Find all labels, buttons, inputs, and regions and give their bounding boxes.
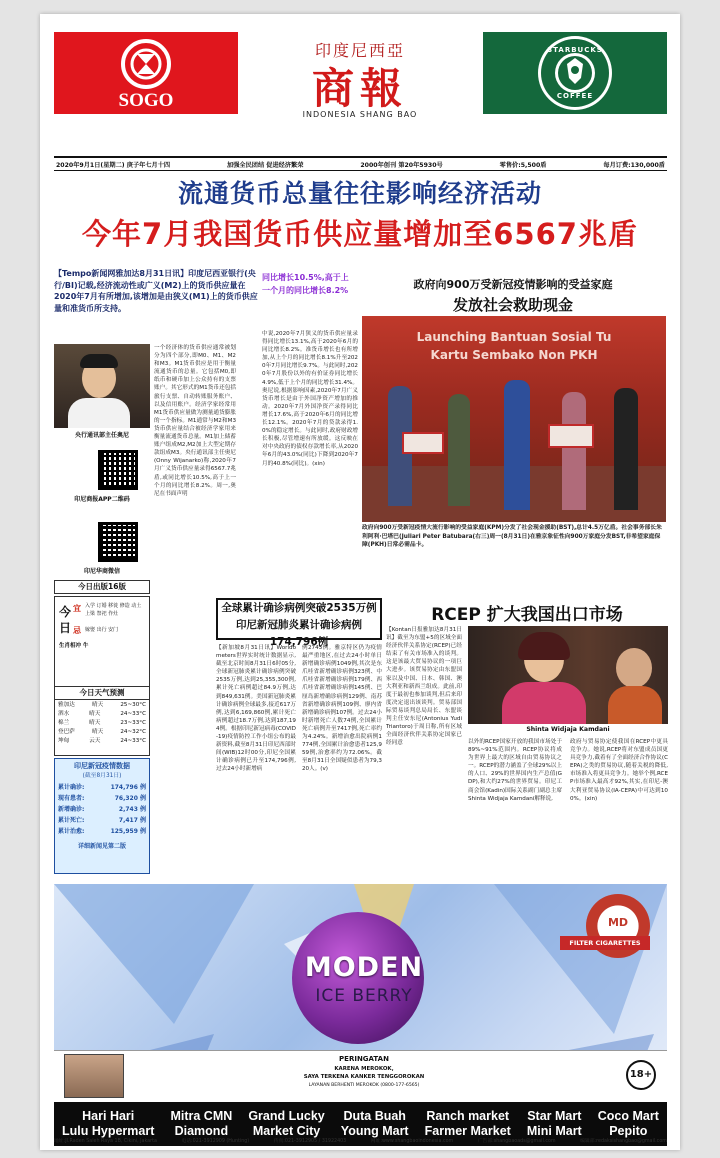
almanac-day-char2: 日 xyxy=(59,621,72,635)
covid-stat-row xyxy=(58,793,146,804)
dateline-bar xyxy=(54,156,667,171)
covid-story-col1: 【新加坡8月31日讯】Worldometers世界实时统计数据显示,截至北京时间8月31日6时05分,全球新冠肺炎累计确诊病例突破2535万例,达到25,355,300例,累计死亡病例超过84.9万例,达到849,631例。美国新冠肺炎累计确诊病例全球最多,接近617万例,达到6,169,860例,累计死亡病例超过18.7万例,达到187,194例。根据印尼新冠病毒(COVID-19)疫情防控工作小组公布的最新资料,截至8月31日印尼西部时间(WIB)12时00分,印尼全国累计确诊病例已升至174,796例,过去24小时新增病 xyxy=(216,645,296,773)
covid-stats-box xyxy=(54,758,150,874)
warning-line3: LAYANAN BERHENTI MEROKOK (0800-177-6565) xyxy=(308,1083,420,1088)
store-name-line: Coco Mart xyxy=(597,1109,659,1123)
masthead-small: 印度尼西亞 xyxy=(314,41,405,60)
store-name-line: Mini Mart xyxy=(526,1124,582,1138)
almanac-zodiac: 生肖相冲 牛 xyxy=(59,643,89,649)
weather-title: 今日天气预测 xyxy=(55,687,149,700)
covid-stat-row xyxy=(58,804,146,815)
masthead-english: INDONESIA SHANG BAO xyxy=(302,110,418,119)
covid-stats-title: 印尼新冠疫情数据 xyxy=(74,762,130,770)
weather-row xyxy=(58,719,146,728)
store-name xyxy=(527,1109,582,1139)
starbucks-logo xyxy=(483,32,667,114)
ad-brand-bottom: ICE BERRY xyxy=(315,986,413,1006)
store-name-line: Pepito xyxy=(609,1124,648,1138)
weather-temp: 24~33°C xyxy=(120,711,146,717)
ad-filter-label: FILTER CIGARETTES xyxy=(560,936,650,950)
weather-city: 雅加达 xyxy=(58,702,75,708)
weather-row xyxy=(58,701,146,710)
rcep-col2: 以外的RCEP国家开放的我国市场处于89%~91%范围内。RCEP协议将成为世界上最大的区域自由贸易协议之一。RCEP的潜力涵盖了全球29%以上的人口、29%的世界国内生产总值(GDP),和大约27%的世界贸易。印尼工商会馆(Kadin)国际关系副门副总主席Shinta Widjaja Kamdani解释说, xyxy=(468,739,562,802)
attendee-3 xyxy=(504,380,530,510)
store-name xyxy=(598,1109,659,1139)
almanac-ji-list: 嫁娶 出行 安门 xyxy=(85,627,119,633)
app-qr-label: 印尼商报APP二维码 xyxy=(74,496,130,503)
weather-box xyxy=(54,686,150,756)
aid-board-left xyxy=(402,432,444,454)
covid-stat-label: 累计确诊: xyxy=(58,784,85,791)
covid-stat-value: 125,959 例 xyxy=(110,828,146,835)
covid-stat-row xyxy=(58,826,146,837)
masthead-title: 商報 xyxy=(311,64,408,113)
main-story-col2: 中说,2020年7月狭义的货币供应量录得同比增长13.1%,高于2020年6月的同比增长8.2%。准货币增长也有所增加,从上个月的同比增长8.1%升至2020年7月同比增长9.7%。与此同时,2020年7月股份以外的有价证券同比增长4.9%,低于上个月的同比增长31.4%。奥尼说,根据影响因素,2020年7月广义货币增长是由于外国净资产增加的推动。2020年7月外国净资产录得同比增长17.6%,高于2020年6月的同比增长12.1%。2020年7月的贷款录得1.0%的稳定增长。与此同时,政府财政增长积极,尽管增速有所放缓。这反映在对中央政府的债权存款增长率,从2020年6月的43.0%(同比)下降到2020年7月的40.8%(同比)。(xin) xyxy=(262,331,358,467)
starbucks-top-text: STARBUCKS xyxy=(547,46,603,54)
covid-stat-value: 2,743 例 xyxy=(118,806,146,813)
footer-bar xyxy=(54,1137,667,1148)
listener-face xyxy=(616,648,652,688)
store-name-line: Duta Buah xyxy=(343,1109,406,1123)
listener-outfit xyxy=(608,686,662,724)
almanac-yi: 宜 xyxy=(73,604,81,613)
app-qr-code[interactable] xyxy=(98,450,138,490)
rcep-title: RCEP 扩大我国出口市场 xyxy=(431,605,623,625)
headline-line1: 流通货币总量往往影响经济活动 xyxy=(177,179,542,208)
ad-badge-text: MD xyxy=(607,916,629,929)
attendee-4 xyxy=(562,392,586,510)
weather-list xyxy=(55,700,149,747)
weather-temp: 23~33°C xyxy=(120,720,146,726)
official-photo xyxy=(54,344,150,428)
covid-stats-link[interactable]: 详细新闻见第二版 xyxy=(77,843,126,850)
warning-title: PERINGATAN xyxy=(339,1055,389,1063)
rcep-photo xyxy=(468,626,668,724)
store-name-line: Young Mart xyxy=(340,1124,409,1138)
event-banner-line1: Launching Bantuan Sosial Tu xyxy=(416,330,612,344)
rcep-col3: 政府与贸易协定使我国在RCEP中更具竞争力。她说,RCEP将对东盟成员国更具竞争力,截着有了全面经济合作协议(CEPA)之类的贸易协议,随着关税的降低,市场准入将更具竞争力。她举个例,RCEP市场准入最高才92%,其实,在印尼-澳大利亚贸易协议(IA-CEPA)中可达到100%。(xin) xyxy=(570,739,668,802)
attendee-5 xyxy=(614,388,638,510)
store-name-line: Hari Hari xyxy=(82,1109,135,1123)
weather-temp: 24~33°C xyxy=(120,738,146,744)
warning-photo xyxy=(64,1054,124,1098)
newspaper-page xyxy=(40,14,680,1150)
footer-address: 地址:Jl.Raden Saleh Raya 1B, Cikini, Jakarta xyxy=(54,1139,157,1144)
store-name-line: Diamond xyxy=(174,1124,229,1138)
covid-headline-box xyxy=(216,598,382,648)
person-shirt xyxy=(68,398,130,428)
covid-stat-value: 174,796 例 xyxy=(110,784,146,791)
retail-price: 零售价:5,500盾 xyxy=(499,161,547,169)
warning-line1: KARENA MEROKOK, xyxy=(334,1066,394,1072)
store-name-line: Market City xyxy=(252,1124,321,1138)
covid-stat-value: 7,417 例 xyxy=(118,817,146,824)
weather-row xyxy=(58,728,146,737)
event-banner-line2: Kartu Sembako Non PKH xyxy=(430,348,598,362)
person-hair xyxy=(80,354,118,368)
covid-stat-label: 现有患者: xyxy=(58,795,85,802)
store-name-line: Grand Lucky xyxy=(248,1109,325,1123)
store-name-line: Lulu Hypermart xyxy=(62,1124,155,1138)
weather-temp: 25~30°C xyxy=(120,702,146,708)
covid-headline1: 全球累计确诊病例突破2535万例 xyxy=(221,602,377,614)
covid-story-col2: 例2743例。雅京特区仍为疫情最严重地区,在过去24小时单日新增确诊病例1049例,其次是东爪哇省新增确诊病例323例、中爪哇省新增确诊病例179例、西爪哇省新增确诊病例145例、巴厘岛新增确诊病例129例、南苏省新增确诊病例109例、廖内省新增确诊病例107例。过去24小时新增死亡人数74例,全国累计死亡病例升至7417例,死亡率约为4.24%。新增治愈出院病例1774例,全国累计治愈患者125,959例,治愈率约为72.06%。截至8月31日全国疑似患者为79,320人。(v) xyxy=(302,645,382,773)
covid-stats-date: (截至8月31日) xyxy=(82,773,122,779)
weather-cond: 云天 xyxy=(89,738,101,744)
wechat-qr-code[interactable] xyxy=(98,522,138,562)
store-name xyxy=(62,1109,154,1139)
weather-row xyxy=(58,737,146,746)
headline-line2: 今年7月我国货币供应量增加至6567兆盾 xyxy=(82,217,638,251)
slogan: 加强全民团结 促进经济繁荣 xyxy=(227,161,304,169)
ad-brand-top: MODEN xyxy=(304,952,424,983)
footer-editor-email[interactable]: 编辑部:redaksishangbao@gmail.com xyxy=(580,1139,667,1144)
issue-number: 2000年创刊 第20年5930号 xyxy=(360,161,443,169)
covid-stat-row xyxy=(58,815,146,826)
footer-fax: 传真:021-3912905 / 31922403 xyxy=(273,1139,347,1144)
rcep-col1: 【Kontan日报雅加达8月31日讯】截至为东盟+5的区域全面经济伙伴关系协定(RCEP)已经结束了有关市场准入的谈判。这是该最大贸易协议的一项巨大进步。该贸易协定由东盟国家以及中国、日本、韩国、澳大利亚和新西兰组成。此前,印度于最初也参加谈判,但后来印度决定退出该谈判。贸易部国际贸易谈判总局局长、东盟谈判主任安东尼(Antonius Yudi Triantoro)于周日称,所有区域全面经济伙伴关系协定国家已经同意 xyxy=(386,627,462,747)
covid-headline2: 印尼新冠肺炎累计确诊病例174,796例 xyxy=(236,619,362,648)
covid-stat-value: 76,320 例 xyxy=(114,795,146,802)
age-restriction-badge: 18+ xyxy=(626,1060,656,1090)
cigarette-advertisement xyxy=(54,884,667,1146)
store-name-line: Star Mart xyxy=(527,1109,582,1123)
store-name-line: Mitra CMN xyxy=(170,1109,233,1123)
social-aid-title1: 政府向900万受新冠疫情影响的受益家庭 xyxy=(413,278,613,291)
starbucks-bottom-text: COFFEE xyxy=(556,92,594,100)
store-name-line: Farmer Market xyxy=(424,1124,511,1138)
attendee-2 xyxy=(448,394,470,506)
store-name xyxy=(170,1109,232,1139)
weather-cond: 晴天 xyxy=(91,702,104,708)
weather-cond: 晴天 xyxy=(91,729,104,735)
footer-tel: 电话:021-3912909 (Hunting) xyxy=(181,1139,250,1144)
weather-temp: 24~32°C xyxy=(120,729,146,735)
subscription-price: 每月订费:130,000盾 xyxy=(603,161,665,169)
almanac-yi-list: 入学 订婚 移徙 修造 动土 上梁 祭祀 作灶 xyxy=(85,603,142,617)
lead-paragraph: 【Tempo新闻网雅加达8月31日讯】印度尼西亚银行(央行/BI)记载,经济流动性或广义(M2)上的货币供应量在2020年7月有所增加,该增加是由狭义(M1)上的货币供应量和准货币所支持。 xyxy=(54,269,258,313)
social-aid-title2: 发放社会救助现金 xyxy=(452,296,573,314)
sogo-wordmark: SOGO xyxy=(118,90,174,111)
aid-board-right xyxy=(548,424,594,448)
speaker-hair xyxy=(518,632,570,660)
weather-city: 泗水 xyxy=(58,711,70,717)
rcep-photo-caption: Shinta Widjaja Kamdani xyxy=(526,726,610,733)
almanac-ji: 忌 xyxy=(73,626,81,635)
weather-city: 坤甸 xyxy=(58,738,70,744)
almanac-day-char: 今 xyxy=(59,605,72,619)
covid-stats-list xyxy=(55,780,149,839)
covid-stat-label: 新增确诊: xyxy=(58,806,85,813)
almanac-box xyxy=(54,596,150,694)
today-edition: 今日出版16版 xyxy=(54,580,150,594)
weather-city: 登巴萨 xyxy=(58,729,75,735)
weather-cond: 晴天 xyxy=(89,711,101,717)
social-aid-photo xyxy=(362,316,666,522)
store-name xyxy=(341,1109,409,1139)
store-name xyxy=(425,1109,511,1139)
covid-stat-label: 累计治愈: xyxy=(58,828,85,835)
covid-stat-row xyxy=(58,782,146,793)
issue-date: 2020年9月1日(星期二) 庚子年七月十四 xyxy=(56,161,171,169)
covid-stat-label: 累计死亡: xyxy=(58,817,85,824)
speaker-outfit xyxy=(502,682,586,724)
main-story-col1: 一个经济体的货币供应通常被划分为四个部分,即M0、M1、M2和M3。M1货币供应是用于衡量流通货币的总量。它包括M0,即纸币和硬币加上公众持有的支票账户。其它形式的M1货币还包括旅行支票、自动转账服务账户、以及信用账户。经济学家经常用M1货币供应量做为测量通货膨胀的一个指标。M1通常与M2和M3货币供应量结合被经济学家用来衡量流通货币总量。M1加上储蓄账户组成M2,M2加上大型定期存款组成M3。央行通讯部主任奥尼(Onny Wijanarko)称,2020年7月广义货币供应量录得6567.7兆盾,或同比增长10.5%,高于上一个月的同比增长8.2%。周一,奥尼在书面声明 xyxy=(154,345,236,497)
social-aid-caption: 政府向900万受新冠疫情大流行影响的受益家庭(KPM)分发了社会现金援助(BST),总计4.5万亿盾。社会事务部长朱利阿利·巴塔巴(Juliari Peter Batubara(右三)周一(8月31日)在雅京象征性向900万家庭分发BST,非希望家庭保障(PKH)日常必需品卡。 xyxy=(362,525,662,549)
store-name-line: Ranch market xyxy=(426,1109,510,1123)
weather-cond: 晴天 xyxy=(89,720,101,726)
warning-line2: SAYA TERKENA KANKER TENGGOROKAN xyxy=(303,1074,425,1080)
footer-web[interactable]: 网址:www.shangbaoindonesia.com xyxy=(370,1139,454,1144)
store-name xyxy=(248,1109,324,1139)
weather-row xyxy=(58,710,146,719)
official-photo-caption: 央行通讯部主任奥尼 xyxy=(74,432,129,439)
lead-callout: 同比增长10.5%,高于上一个月的同比增长8.2% xyxy=(262,273,349,295)
weather-city: 棉兰 xyxy=(58,720,70,726)
footer-ad-email[interactable]: 广告部:shangbaoads@gmail.com xyxy=(477,1139,556,1144)
wechat-qr-label: 印尼华商微信 xyxy=(83,568,120,575)
